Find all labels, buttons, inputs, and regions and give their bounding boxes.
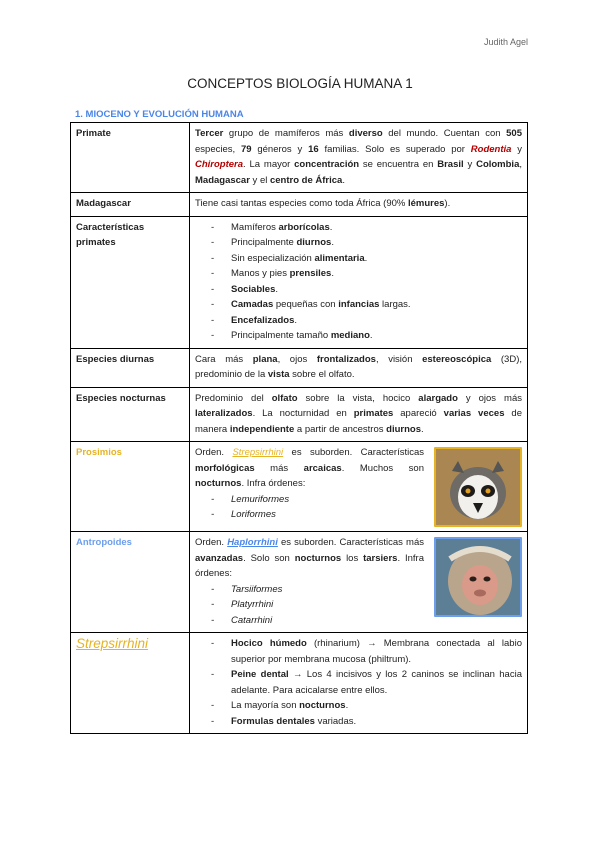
list-item: - Encefalizados. <box>195 313 522 329</box>
row-label <box>71 633 190 734</box>
haplorrhini-link[interactable]: Haplorrhini <box>227 537 278 548</box>
row-content: Tercer grupo de mamíferos más diverso del mundo. Cuentan con 505 especies, 79 géneros y 16 familias. Solo es superado por Rodentia y Chiroptera. La mayor concentración se encuentra en Brasil y Colombia, Madagascar y el centro de África. <box>190 123 528 193</box>
list-item: - Principalmente tamaño mediano. <box>195 328 522 344</box>
row-label: Madagascar <box>71 193 190 217</box>
lemur-photo <box>434 447 522 527</box>
row-label: Prosimios <box>71 442 190 532</box>
table-row <box>71 633 528 734</box>
row-label: Antropoides <box>71 532 190 633</box>
row-content: Cara más plana, ojos frontalizados, visión estereoscópica (3D), predominio de la vista sobre el olfato. <box>190 348 528 387</box>
table-row <box>71 193 528 217</box>
table-row <box>71 387 528 442</box>
list-item: - Sin especialización alimentaria. <box>195 251 522 267</box>
list-item: - Loriformes <box>195 507 424 523</box>
table-row <box>71 216 528 348</box>
characteristics-list <box>195 220 522 344</box>
row-label: Primate <box>71 123 190 193</box>
list-item: - Tarsiiformes <box>195 582 424 598</box>
document-title: CONCEPTOS BIOLOGÍA HUMANA 1 <box>187 76 413 91</box>
strepsirrhini-heading[interactable]: Strepsirrhini <box>76 636 149 651</box>
list-item: - Manos y pies prensiles. <box>195 266 522 282</box>
row-content: Tiene casi tantas especies como toda África (90% lémures). <box>190 193 528 217</box>
table-row <box>71 348 528 387</box>
list-item: - Peine dental → Los 4 incisivos y los 2 caninos se inclinan hacia adelante. Para acicalarse entre ellos. <box>195 667 522 698</box>
section-heading: 1. MIOCENO Y EVOLUCIÓN HUMANA <box>75 109 244 120</box>
list-item: - Principalmente diurnos. <box>195 235 522 251</box>
list-item: - Catarrhini <box>195 613 424 629</box>
table-row <box>71 123 528 193</box>
row-content: Predominio del olfato sobre la vista, hocico alargado y ojos más lateralizados. La nocturnidad en primates apareció varias veces de manera independiente a partir de ancestros diurnos. <box>190 387 528 442</box>
row-label: Especies nocturnas <box>71 387 190 442</box>
row-content: Orden. Haplorrhini es suborden. Características más avanzadas. Solo son nocturnos los tarsiers. Infra órdenes: - Tarsiiformes - Platyrrhini - Catarrhini <box>190 532 528 633</box>
row-content <box>190 633 528 734</box>
features-list <box>195 636 522 729</box>
list-item: - La mayoría son nocturnos. <box>195 698 522 714</box>
monkey-photo <box>434 537 522 617</box>
strepsirrhini-link[interactable]: Strepsirrhini <box>232 447 284 458</box>
list-item: - Sociables. <box>195 282 522 298</box>
row-content: Orden. Strepsirrhini es suborden. Características morfológicas más arcaicas. Muchos son nocturnos. Infra órdenes: - Lemuriformes - Loriformes <box>190 442 528 532</box>
row-label: Características primates <box>71 216 190 348</box>
list-item: - Platyrrhini <box>195 597 424 613</box>
list-item: - Lemuriformes <box>195 492 424 508</box>
infraorder-list <box>195 582 424 629</box>
table-row <box>71 442 528 532</box>
list-item: - Formulas dentales variadas. <box>195 714 522 730</box>
concepts-table <box>70 122 528 734</box>
author-name: Judith Agel <box>483 37 528 47</box>
list-item: - Mamíferos arborícolas. <box>195 220 522 236</box>
infraorder-list <box>195 492 424 523</box>
row-content <box>190 216 528 348</box>
table-row <box>71 532 528 633</box>
list-item: - Camadas pequeñas con infancias largas. <box>195 297 522 313</box>
row-label: Especies diurnas <box>71 348 190 387</box>
list-item: - Hocico húmedo (rhinarium) → Membrana conectada al labio superior por membrana mucosa (philtrum). <box>195 636 522 667</box>
